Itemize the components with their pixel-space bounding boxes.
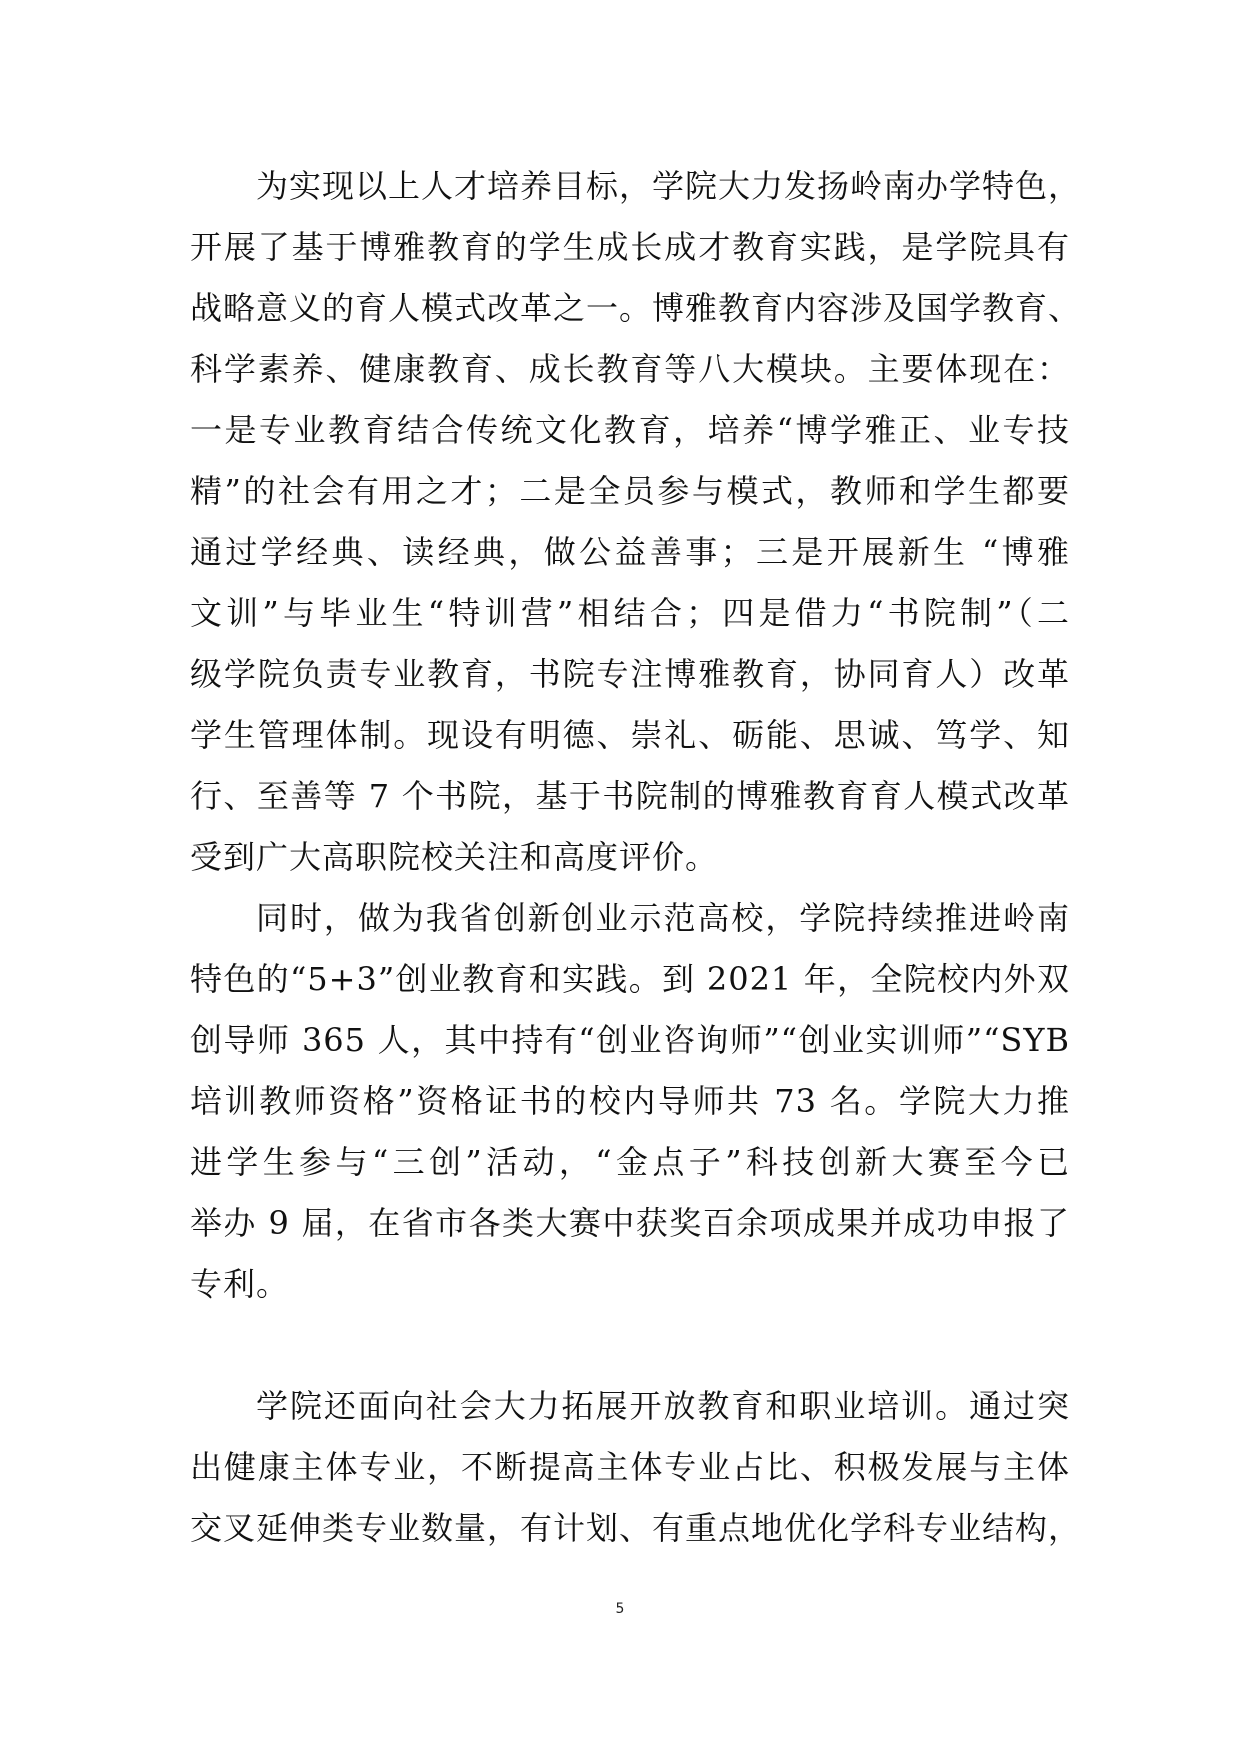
text-line: 同时，做为我省创新创业示范高校，学院持续推进岭南 [256, 899, 1070, 937]
text-line: 开展了基于博雅教育的学生成长成才教育实践，是学院具有 [190, 228, 1070, 266]
text-line: 受到广大高职院校关注和高度评价。 [190, 838, 719, 876]
text-line: 出健康主体专业，不断提高主体专业占比、积极发展与主体 [190, 1448, 1070, 1486]
text-line: 文训”与毕业生“特训营”相结合；四是借力“书院制”（二 [190, 594, 1070, 632]
text-line: 通过学经典、读经典，做公益善事；三是开展新生 “博雅 [190, 533, 1070, 571]
text-line: 为实现以上人才培养目标，学院大力发扬岭南办学特色， [256, 167, 1082, 205]
paragraph-1 [190, 156, 1082, 888]
text-line: 交叉延伸类专业数量，有计划、有重点地优化学科专业结构， [190, 1509, 1082, 1547]
text-line: 举办 9 届，在省市各类大赛中获奖百余项成果并成功申报了 [190, 1204, 1070, 1242]
text-line: 学院还面向社会大力拓展开放教育和职业培训。通过突 [256, 1387, 1070, 1425]
text-line: 行、至善等 7 个书院，基于书院制的博雅教育育人模式改革 [190, 777, 1070, 815]
page-number: 5 [615, 1601, 625, 1617]
text-line: 一是专业教育结合传统文化教育，培养“博学雅正、业专技 [190, 411, 1070, 449]
text-line: 级学院负责专业教育，书院专注博雅教育，协同育人）改革 [190, 655, 1070, 693]
text-line: 培训教师资格”资格证书的校内导师共 73 名。学院大力推 [190, 1082, 1070, 1120]
text-line: 精”的社会有用之才；二是全员参与模式，教师和学生都要 [190, 472, 1070, 510]
text-line: 学生管理体制。现设有明德、崇礼、砺能、思诚、笃学、知 [190, 716, 1070, 754]
text-line: 科学素养、健康教育、成长教育等八大模块。主要体现在： [190, 350, 1070, 388]
paragraph-2 [190, 888, 1070, 1315]
text-line: 创导师 365 人，其中持有“创业咨询师”“创业实训师”“SYB [190, 1021, 1070, 1059]
text-line: 特色的“5+3”创业教育和实践。到 2021 年，全院校内外双 [190, 960, 1070, 998]
text-line: 战略意义的育人模式改革之一。博雅教育内容涉及国学教育、 [190, 289, 1082, 327]
text-line: 专利。 [190, 1265, 290, 1303]
text-line: 进学生参与“三创”活动，“金点子”科技创新大赛至今已 [190, 1143, 1070, 1181]
paragraph-3 [190, 1376, 1082, 1559]
